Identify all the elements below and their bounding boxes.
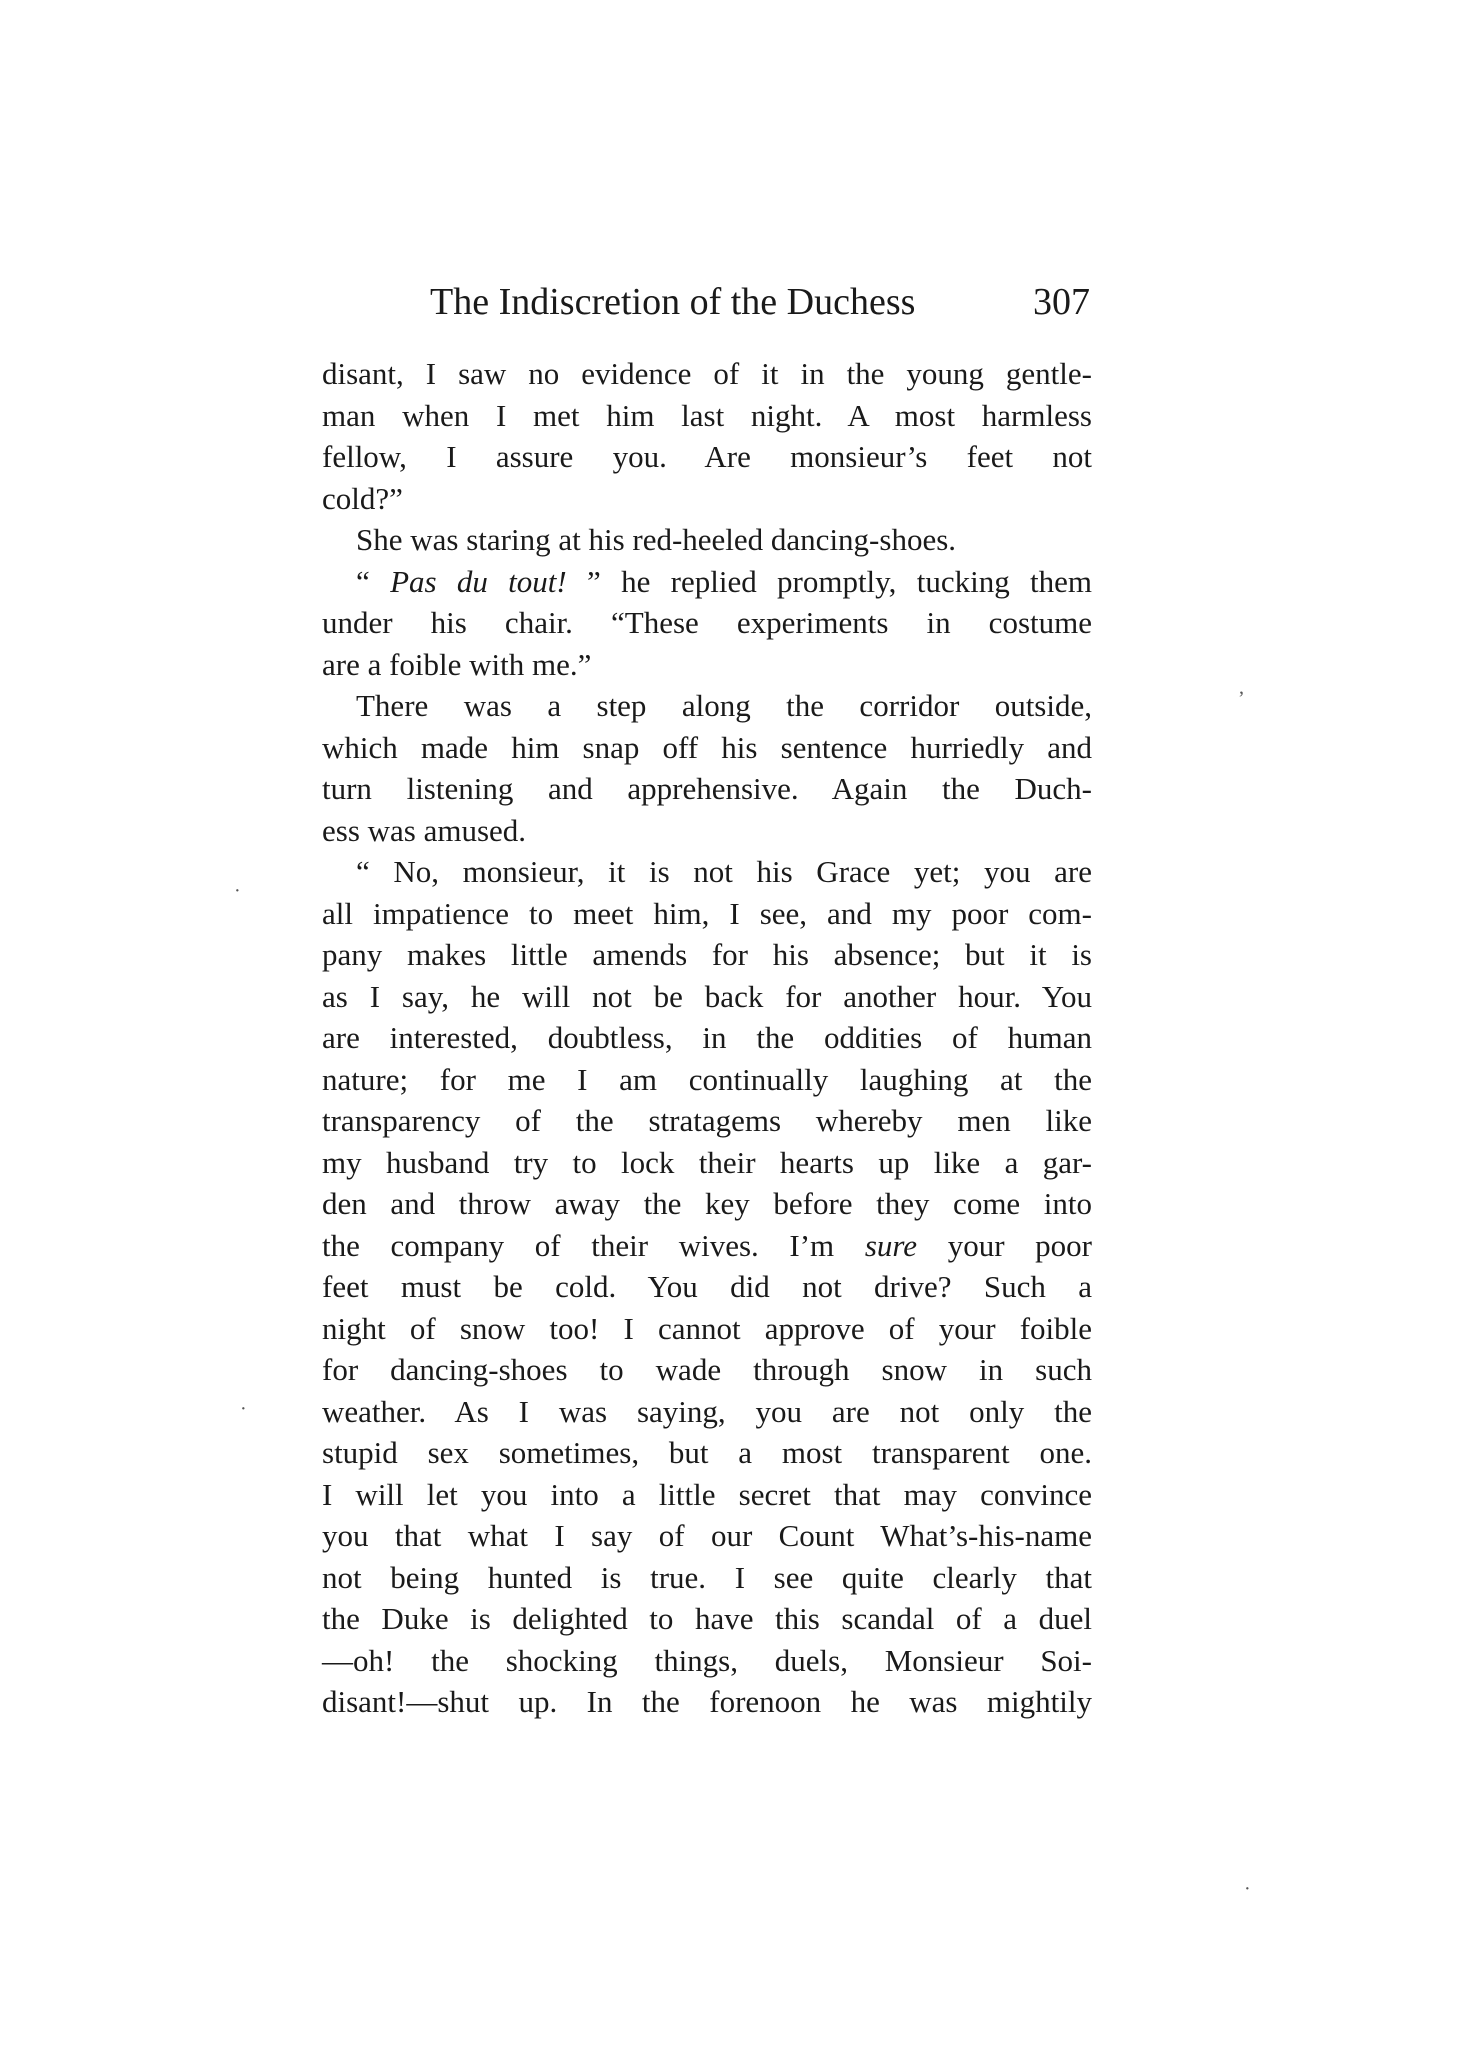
text-line: stupid sex sometimes, but a most transparent one. — [322, 1435, 1092, 1470]
running-header — [430, 272, 1090, 332]
text-line: cold?” — [322, 480, 403, 516]
text-line: feet must be cold. You did not drive? Such a — [322, 1269, 1092, 1304]
text-line: disant!—shut up. In the forenoon he was mightily — [322, 1684, 1092, 1719]
text-line: den and throw away the key before they come into — [322, 1186, 1092, 1221]
text-line: transparency of the stratagems whereby men like — [322, 1103, 1092, 1138]
stray-mark: · — [1244, 1878, 1251, 1900]
text-line: I will let you into a little secret that may convince — [322, 1476, 1092, 1512]
text-line: the Duke is delighted to have this scandal of a duel — [322, 1601, 1092, 1636]
text-line — [322, 561, 1092, 603]
text-line: which made him snap off his sentence hurriedly and — [322, 729, 1092, 765]
text-line: turn listening and apprehensive. Again the Duch- — [322, 771, 1092, 806]
text-line: you that what I say of our Count What’s-his-name — [322, 1518, 1092, 1553]
text-span: your poor — [917, 1227, 1092, 1263]
stray-mark: ʼ — [1238, 688, 1245, 710]
italic-phrase: Pas du tout! — [390, 563, 567, 599]
text-line: under his chair. “These experiments in costume — [322, 605, 1092, 640]
italic-word: sure — [864, 1227, 918, 1263]
page-number: 307 — [1033, 281, 1090, 323]
text-line: as I say, he will not be back for another hour. You — [322, 978, 1092, 1014]
text-line: nature; for me I am continually laughing at the — [322, 1061, 1092, 1097]
text-line: There was a step along the corridor outside, — [356, 688, 1092, 723]
text-line: my husband try to lock their hearts up like a gar- — [322, 1144, 1092, 1180]
text-line: are interested, doubtless, in the oddities of human — [322, 1020, 1092, 1055]
text-line: all impatience to meet him, I see, and my poor com- — [322, 895, 1092, 931]
text-span: the company of their wives. I’m — [322, 1227, 865, 1263]
text-line: She was staring at his red-heeled dancing-shoes. — [356, 522, 957, 557]
text-line: night of snow too! I cannot approve of your foible — [322, 1310, 1092, 1346]
body-text — [322, 353, 1092, 1723]
text-line: are a foible with me.” — [322, 646, 592, 682]
stray-mark: · — [234, 880, 241, 902]
text-line: “ No, monsieur, it is not his Grace yet; you are — [356, 854, 1092, 889]
text-line: ess was amused. — [322, 812, 527, 848]
text-line — [322, 1225, 1092, 1267]
stray-mark: · — [240, 1398, 247, 1420]
text-line: disant, I saw no evidence of it in the young gentle- — [322, 356, 1092, 391]
text-line: fellow, I assure you. Are monsieur’s feet not — [322, 439, 1092, 474]
running-title: The Indiscretion of the Duchess — [430, 281, 916, 323]
text-line: man when I met him last night. A most harmless — [322, 397, 1092, 433]
text-line: —oh! the shocking things, duels, Monsieur Soi- — [322, 1642, 1092, 1678]
text-span: “ — [356, 563, 391, 599]
text-line: for dancing-shoes to wade through snow in such — [322, 1352, 1092, 1387]
text-line: weather. As I was saying, you are not only the — [322, 1393, 1092, 1429]
text-span: ” he replied promptly, tucking them — [566, 563, 1092, 599]
text-line: pany makes little amends for his absence; but it is — [322, 937, 1092, 972]
text-line: not being hunted is true. I see quite clearly that — [322, 1559, 1092, 1595]
